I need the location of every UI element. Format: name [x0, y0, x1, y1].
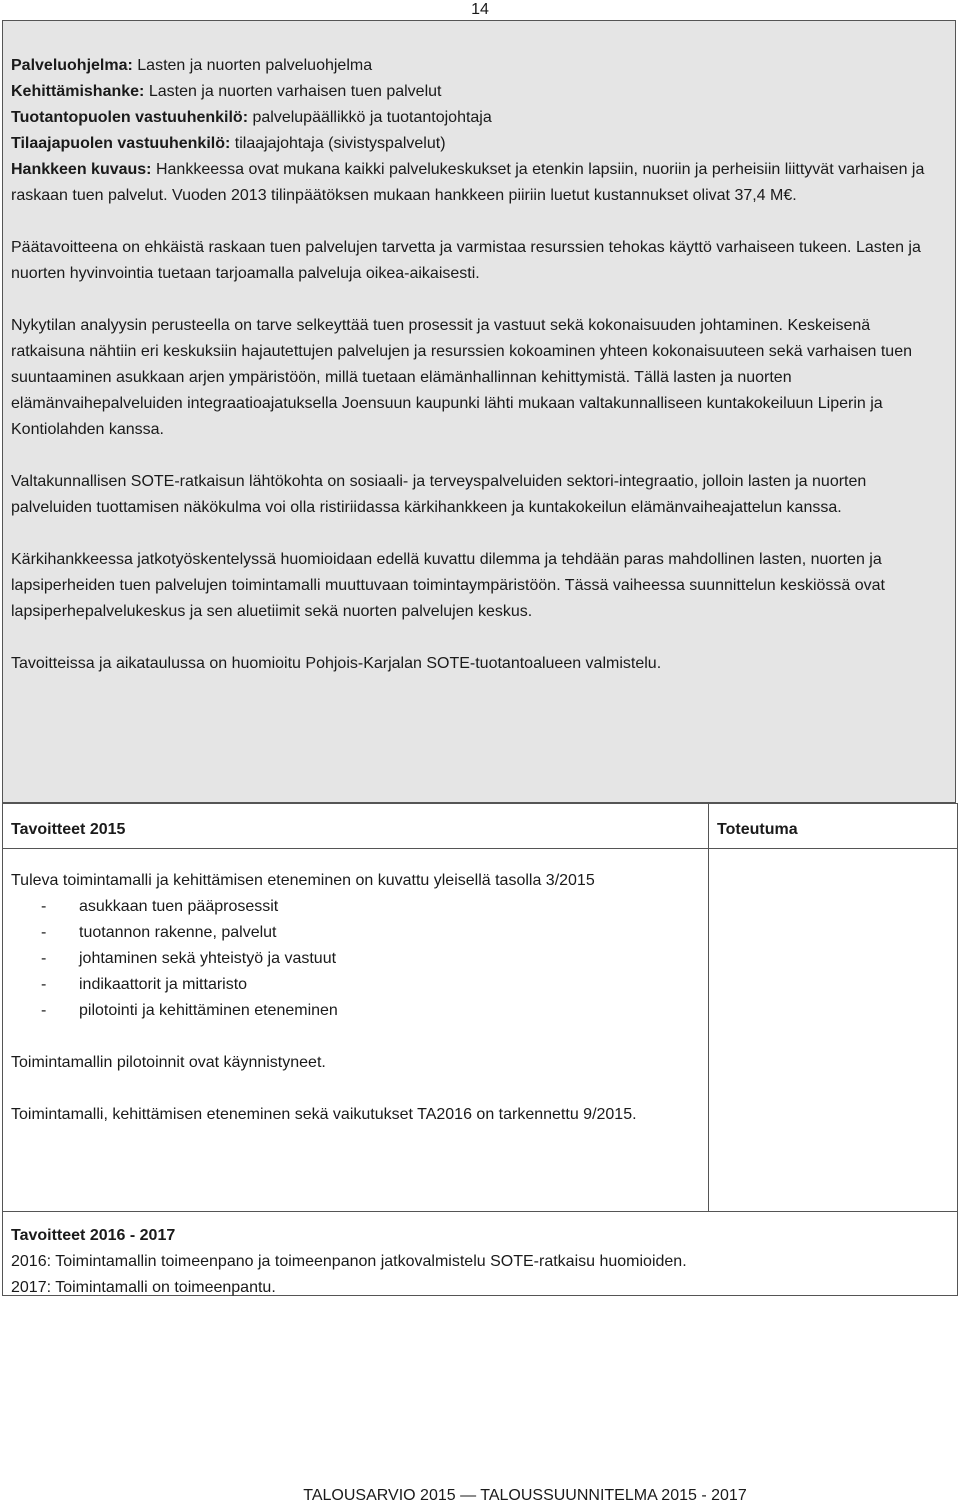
outcome-header: Toteutuma	[709, 804, 957, 849]
project-label: Kehittämishanke:	[11, 83, 145, 100]
later-2017: 2017: Toimintamalli on toimeenpantu.	[11, 1279, 276, 1296]
orderer-value: tilaajajohtaja (sivistyspalvelut)	[230, 135, 446, 152]
outcome-cell	[709, 849, 957, 1212]
paragraph-flagship: Kärkihankkeessa jatkotyöskentelyssä huomioidaan edellä kuvattu dilemma ja tehdään paras mahdollinen lasten, nuorten ja lapsiperheiden tuen palvelujen toimintamalli muuttuvaan toimintaympäristöön. Tässä vaiheessa suunnittelun keskiössä ovat lapsiperhepalvelukeskus ja sen aluetiimit sekä nuorten palvelujen keskus.	[11, 551, 885, 620]
paragraph-current-state: Nykytilan analyysin perusteella on tarve selkeyttää tuen prosessit ja vastuut sekä kokonaisuuden johtaminen. Keskeisenä ratkaisuna nähtiin eri keskuksiin hajautettujen palvelujen ja resurssien kokoaminen yhteen kokonaisuuteen sekä varhaisen tuen suuntaaminen asukkaan arjen ympäristöön, millä tuetaan elämänhallinnan kehittymistä. Tällä lasten ja nuorten elämänvaihepalveluiden integraatioajatuksella Joensuun kaupunki lähti mukaan valtakunnalliseen kuntakokeiluun Liperin ja Kontiolahden kanssa.	[11, 317, 912, 438]
description-value: Hankkeessa ovat mukana kaikki palvelukeskukset ja etenkin lapsiin, nuoriin ja perheisiin liittyvät varhaisen ja raskaan tuen palvelut. Vuoden 2013 tilinpäätöksen mukaan hankkeen piiriin luetut kustannukset olivat 37,4 M€.	[11, 161, 925, 204]
program-line	[11, 53, 947, 79]
paragraph-schedule: Tavoitteissa ja aikataulussa on huomioitu Pohjois-Karjalan SOTE-tuotantoalueen valmistelu.	[11, 655, 662, 672]
list-item: - johtaminen sekä yhteistyö ja vastuut	[41, 950, 337, 967]
program-value: Lasten ja nuorten palveluohjelma	[132, 57, 373, 74]
paragraph-sote: Valtakunnallisen SOTE-ratkaisun lähtökohta on sosiaali- ja terveyspalveluiden sektori-integraatio, jolloin lasten ja nuorten palveluiden tuottamisen näkökulma voi olla ristiriidassa kärkihankkeen ja kuntakokeilun elämänvaiheajattelun kanssa.	[11, 473, 867, 516]
list-item: - asukkaan tuen pääprosessit	[41, 898, 279, 915]
goals-header: Tavoitteet 2015	[3, 804, 709, 849]
goals-intro: Tuleva toimintamalli ja kehittämisen eteneminen on kuvattu yleisellä tasolla 3/2015	[11, 872, 595, 889]
description-line	[11, 157, 947, 209]
list-item: - indikaattorit ja mittaristo	[41, 976, 248, 993]
producer-value: palvelupäällikkö ja tuotantojohtaja	[248, 109, 492, 126]
later-2016: 2016: Toimintamallin toimeenpano ja toimeenpanon jatkovalmistelu SOTE-ratkaisu huomioiden.	[11, 1253, 687, 1270]
producer-label: Tuotantopuolen vastuuhenkilö:	[11, 109, 249, 126]
goals-list	[11, 894, 700, 1024]
orderer-label: Tilaajapuolen vastuuhenkilö:	[11, 135, 231, 152]
description-label: Hankkeen kuvaus:	[11, 161, 152, 178]
project-description-box	[2, 20, 956, 803]
project-line	[11, 79, 947, 105]
orderer-line	[11, 131, 947, 157]
producer-line	[11, 105, 947, 131]
list-item: - tuotannon rakenne, palvelut	[41, 924, 277, 941]
page-number: 14	[471, 1, 489, 18]
goals-pilots: Toimintamallin pilotoinnit ovat käynnistyneet.	[11, 1054, 326, 1071]
program-label: Palveluohjelma:	[11, 57, 133, 74]
goals-table	[2, 803, 958, 1296]
goals-refined: Toimintamalli, kehittämisen eteneminen sekä vaikutukset TA2016 on tarkennettu 9/2015.	[11, 1106, 637, 1123]
goals-2016-2017-cell	[3, 1212, 957, 1301]
paragraph-main-goal: Päätavoitteena on ehkäistä raskaan tuen palvelujen tarvetta ja varmistaa resurssien tehokas käyttö varhaiseen tukeen. Lasten ja nuorten hyvinvointia tuetaan tarjoamalla palveluja oikea-aikaisesti.	[11, 239, 921, 282]
goals-2015-cell	[3, 849, 709, 1212]
list-item: - pilotointi ja kehittäminen eteneminen	[41, 1002, 338, 1019]
later-header: Tavoitteet 2016 - 2017	[11, 1227, 176, 1244]
page-footer: TALOUSARVIO 2015 — TALOUSSUUNNITELMA 2015 - 2017	[303, 1487, 747, 1504]
project-value: Lasten ja nuorten varhaisen tuen palvelut	[144, 83, 442, 100]
